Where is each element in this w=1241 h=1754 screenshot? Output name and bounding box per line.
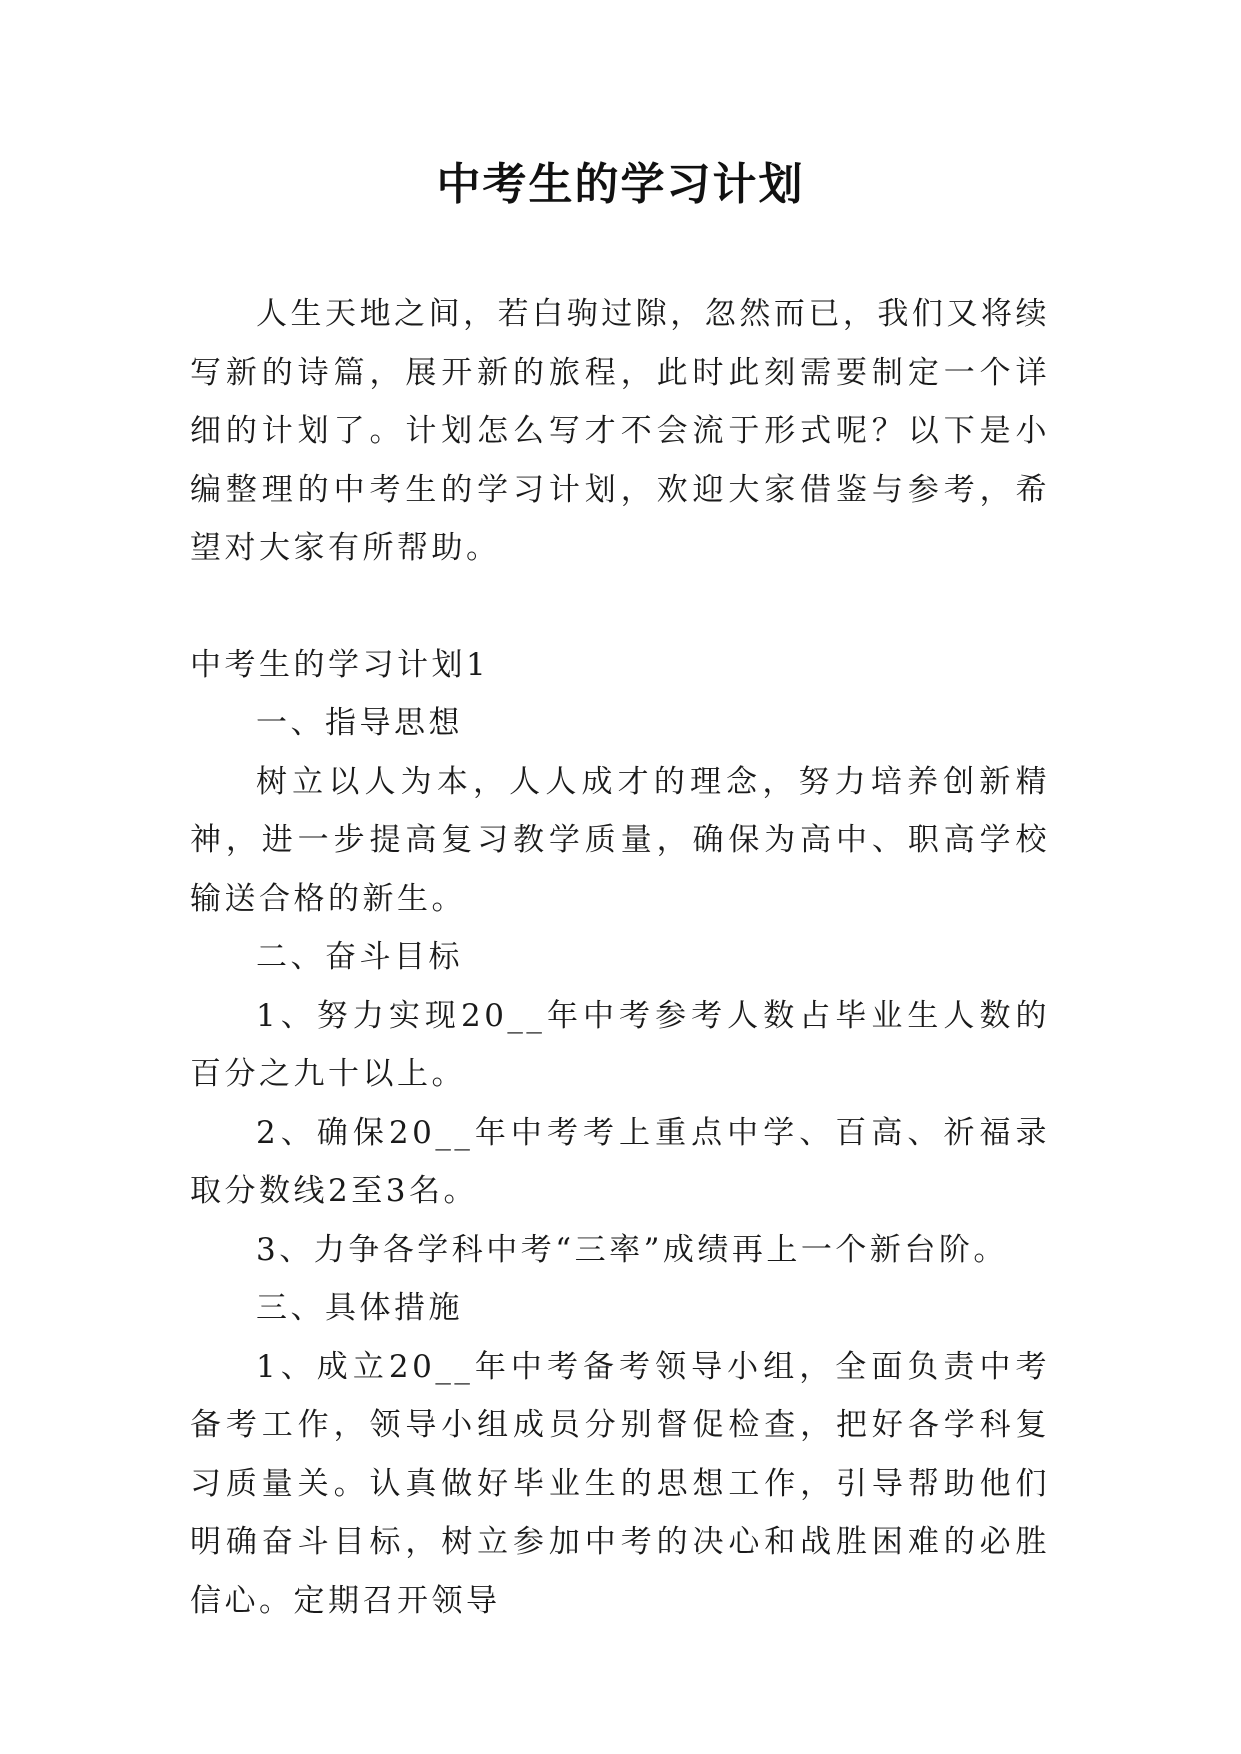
heading-measures: 三、具体措施	[256, 1290, 463, 1326]
goal-item-3: 3、力争各学科中考“三率”成绩再上一个新台阶。	[256, 1231, 1008, 1268]
intro-paragraph: 人生天地之间，若白驹过隙，忽然而已，我们又将续写新的诗篇，展开新的旅程，此时此刻需要制定一个详细的计划了。计划怎么写才不会流于形式呢？以下是小编整理的中考生的学习计划，欢迎大家借鉴与参考，希望对大家有所帮助。	[190, 296, 1050, 566]
document-title: 中考生的学习计划	[436, 159, 805, 210]
goal-item-2: 2、确保20__年中考考上重点中学、百高、祈福录取分数线2至3名。	[190, 1114, 1050, 1209]
paragraph-guiding-ideology: 树立以人为本，人人成才的理念，努力培养创新精神，进一步提高复习教学质量，确保为高中、职高学校输送合格的新生。	[190, 763, 1050, 917]
document-body	[190, 285, 1050, 1630]
goal-item-1: 1、努力实现20__年中考参考人数占毕业生人数的百分之九十以上。	[190, 997, 1050, 1092]
section-title: 中考生的学习计划1	[190, 646, 490, 683]
measure-item-1: 1、成立20__年中考备考领导小组，全面负责中考备考工作，领导小组成员分别督促检查，把好各学科复习质量关。认真做好毕业生的思想工作，引导帮助他们明确奋斗目标，树立参加中考的决心和战胜困难的必胜信心。定期召开领导	[190, 1348, 1050, 1619]
heading-goals: 二、奋斗目标	[256, 939, 463, 975]
heading-guiding-ideology: 一、指导思想	[256, 705, 463, 741]
